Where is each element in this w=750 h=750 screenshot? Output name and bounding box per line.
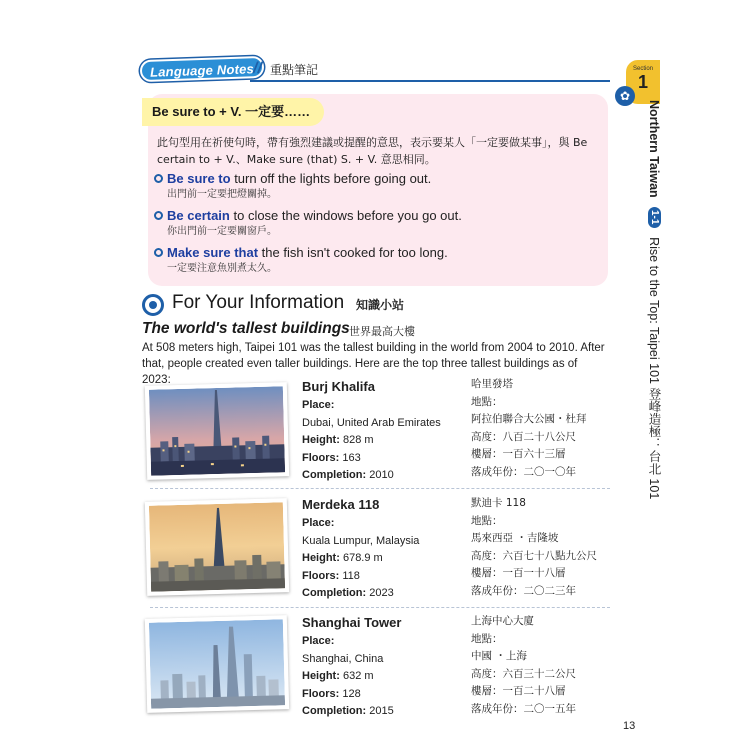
zh-line: 落成年份：二〇二三年 xyxy=(471,584,576,597)
example-3 xyxy=(154,244,594,277)
header-slash-decoration: // xyxy=(253,60,262,77)
zh-line: 高度：六百七十八點九公尺 xyxy=(471,549,597,562)
note-description: 此句型用在祈使句時，帶有強烈建議或提醒的意思，表示要某人「一定要做某事」，與 Be certain to + V.、Make sure (that) S. + V. 意思相同。 xyxy=(157,136,588,166)
zh-line: 地點： xyxy=(471,514,503,527)
floors-label: Floors: xyxy=(302,687,340,700)
zh-line: 地點： xyxy=(471,395,503,408)
building-info-burj-khalifa xyxy=(302,377,462,485)
place-label: Place: xyxy=(302,517,335,529)
building-info-merdeka-118 xyxy=(302,495,462,603)
height-value: 828 m xyxy=(342,434,374,446)
target-icon xyxy=(142,294,164,316)
sidebar-unit-title: Rise to the Top: Taipei 101 登峰造極：台北 101 xyxy=(647,237,661,500)
page-number: 13 xyxy=(623,720,636,732)
zh-line: 高度：八百二十八公尺 xyxy=(471,430,576,443)
completion-value: 2015 xyxy=(369,705,394,717)
example-keyword: Be sure to xyxy=(167,171,231,186)
zh-line: 馬來西亞 ・吉隆坡 xyxy=(471,532,559,544)
zh-line: 樓層：一百六十三層 xyxy=(471,448,566,460)
section-divider xyxy=(150,607,610,608)
example-translation: 一定要注意魚別煮太久。 xyxy=(167,263,277,274)
place-value: Dubai, United Arab Emirates xyxy=(302,416,441,429)
merdeka-118-photo xyxy=(145,498,289,596)
height-label: Height: xyxy=(302,434,340,446)
zh-line: 上海中心大廈 xyxy=(471,615,534,627)
language-note-box xyxy=(148,94,608,286)
floors-value: 163 xyxy=(342,451,361,464)
fyi-title-zh: 知識小站 xyxy=(356,298,405,312)
building-name: Shanghai Tower xyxy=(302,615,402,630)
section-number: 1 xyxy=(637,72,648,92)
floors-label: Floors: xyxy=(302,569,340,582)
example-keyword: Make sure that xyxy=(167,245,259,260)
language-notes-subtitle: 重點筆記 xyxy=(270,63,319,77)
building-info-zh-shanghai-tower xyxy=(471,613,611,718)
building-name: Burj Khalifa xyxy=(302,379,375,394)
zh-line: 默迪卡 118 xyxy=(471,497,526,509)
section-divider xyxy=(150,488,610,489)
header-rule xyxy=(250,80,610,82)
sidebar-unit-number: 1-1 xyxy=(648,207,661,227)
example-keyword: Be certain xyxy=(167,208,230,223)
burj-khalifa-photo xyxy=(145,382,289,480)
floors-value: 128 xyxy=(342,687,361,700)
place-label: Place: xyxy=(302,635,335,647)
tallest-buildings-title: The world's tallest buildings xyxy=(142,320,350,337)
fyi-title: For Your Information xyxy=(172,292,345,313)
place-value: Kuala Lumpur, Malaysia xyxy=(302,534,420,547)
example-sentence: to close the windows before you go out. xyxy=(229,208,462,223)
bullet-icon xyxy=(154,211,163,220)
bullet-icon xyxy=(154,174,163,183)
building-info-zh-merdeka-118 xyxy=(471,495,611,600)
shanghai-tower-photo xyxy=(145,615,289,713)
zh-line: 樓層：一百二十八層 xyxy=(471,685,566,697)
height-value: 678.9 m xyxy=(342,552,383,564)
tallest-buildings-title-zh: 世界最高大樓 xyxy=(349,325,415,338)
zh-line: 中國 ・上海 xyxy=(471,650,527,662)
section-word: Section xyxy=(632,66,653,72)
building-info-zh-burj-khalifa xyxy=(471,376,611,481)
zh-line: 高度：六百三十二公尺 xyxy=(471,667,576,680)
zh-line: 阿拉伯聯合大公國・杜拜 xyxy=(471,413,587,425)
completion-label: Completion: xyxy=(302,705,367,717)
sidebar-vertical-title xyxy=(645,100,663,499)
fyi-intro: At 508 meters high, Taipei 101 was the tallest building in the world from 2004 to 2010. After that, people created even taller buildings. Here are the top three tallest buildings as of 2023: xyxy=(142,342,605,386)
building-info-shanghai-tower xyxy=(302,613,462,721)
zh-line: 落成年份：二〇一五年 xyxy=(471,702,576,715)
building-name: Merdeka 118 xyxy=(302,497,380,512)
height-value: 632 m xyxy=(342,670,374,682)
example-1 xyxy=(154,170,594,203)
zh-line: 地點： xyxy=(471,632,503,645)
completion-label: Completion: xyxy=(302,469,367,481)
language-notes-badge: Language Notes xyxy=(140,56,265,82)
place-label: Place: xyxy=(302,399,335,411)
height-label: Height: xyxy=(302,670,340,682)
completion-value: 2023 xyxy=(369,587,394,599)
example-translation: 出門前一定要把燈關掉。 xyxy=(167,189,277,200)
example-sentence: turn off the lights before going out. xyxy=(230,171,432,186)
height-label: Height: xyxy=(302,552,340,564)
zh-line: 落成年份：二〇一〇年 xyxy=(471,465,576,478)
completion-label: Completion: xyxy=(302,587,367,599)
fyi-heading xyxy=(142,292,602,318)
place-value: Shanghai, China xyxy=(302,652,384,665)
example-sentence: the fish isn't cooked for too long. xyxy=(258,245,448,260)
sidebar-region: Northern Taiwan xyxy=(647,100,661,198)
example-translation: 你出門前一定要關窗戶。 xyxy=(167,226,277,237)
flower-icon: ✿ xyxy=(615,86,635,106)
zh-line: 樓層：一百一十八層 xyxy=(471,567,566,579)
completion-value: 2010 xyxy=(369,469,394,481)
example-2 xyxy=(154,207,594,240)
note-title: Be sure to + V. 一定要…… xyxy=(142,98,324,126)
bullet-icon xyxy=(154,248,163,257)
floors-label: Floors: xyxy=(302,451,340,464)
zh-line: 哈里發塔 xyxy=(471,378,513,390)
floors-value: 118 xyxy=(342,569,360,582)
